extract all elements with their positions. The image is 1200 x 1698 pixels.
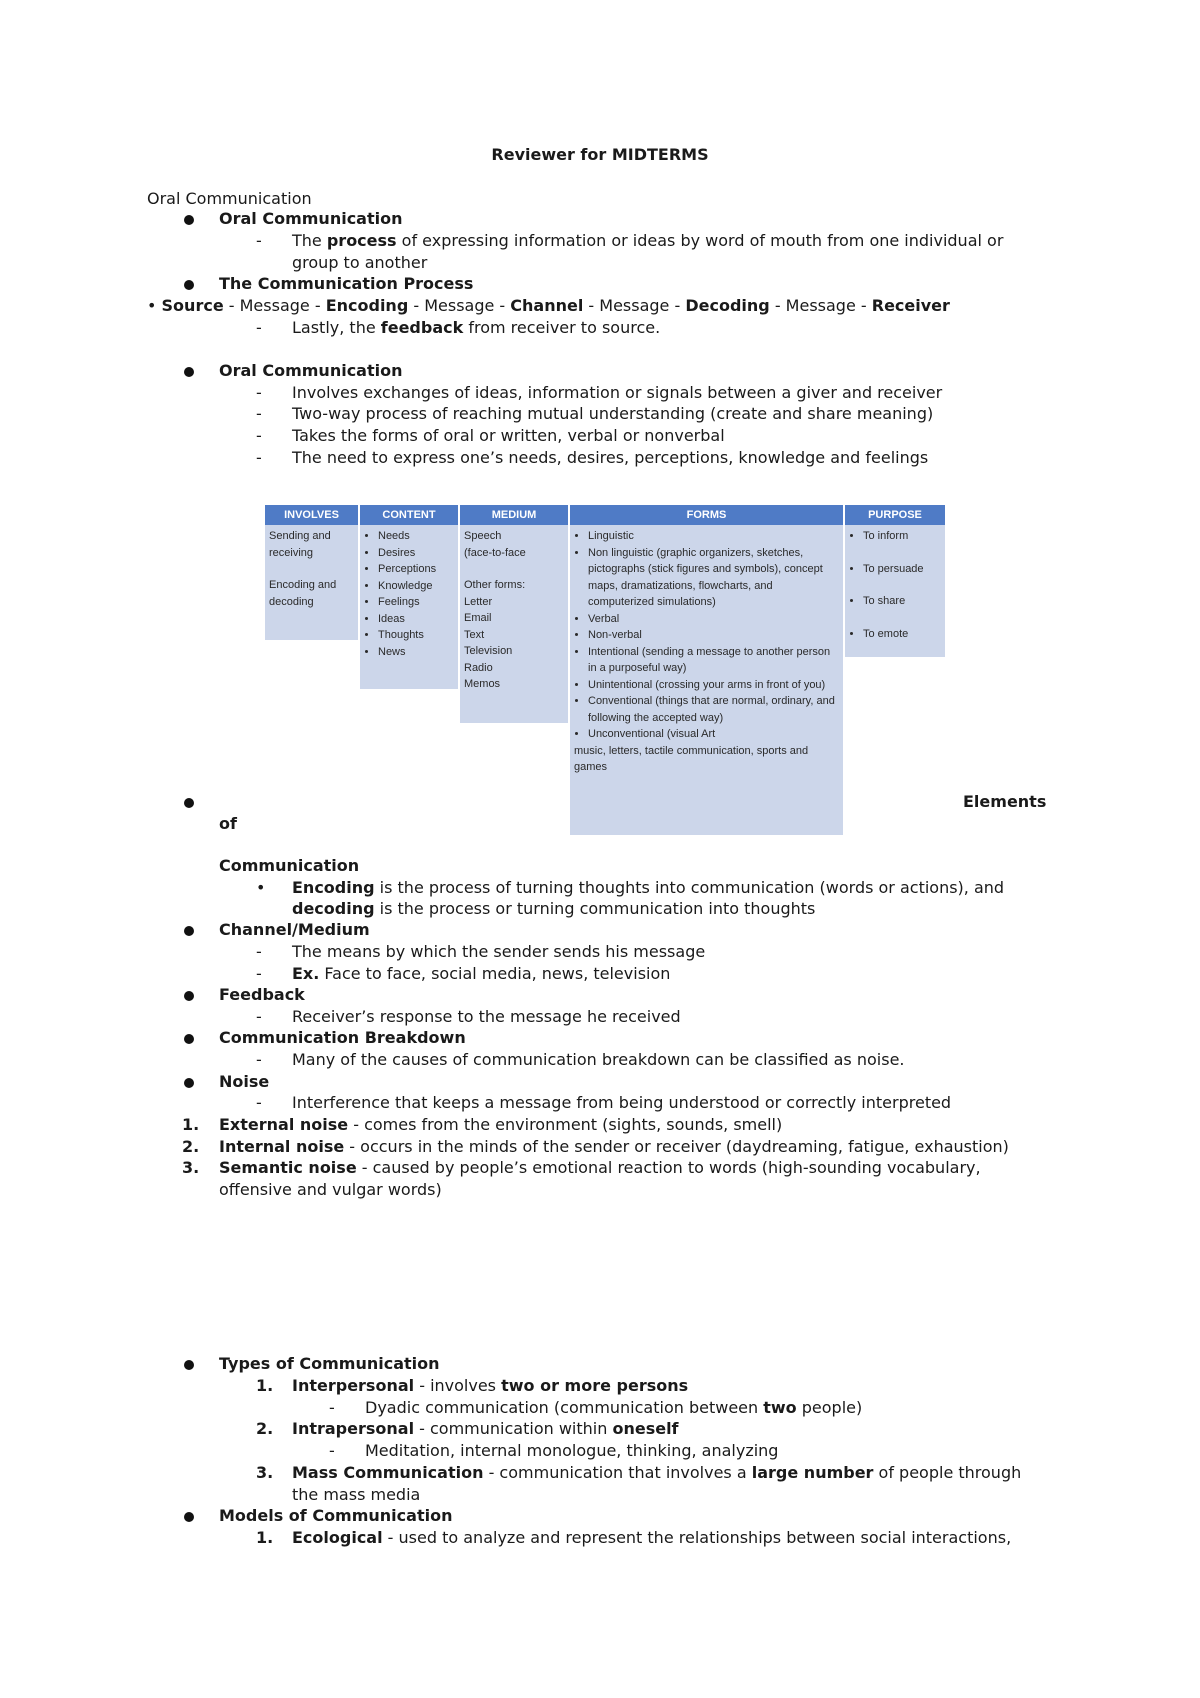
oral-communication-heading-2: Oral Communication [219,361,403,380]
noise-item-internal: Internal noise - occurs in the minds of the sender or receiver (daydreaming, fatigue, exhaustion) [219,1137,1009,1156]
list-number: 3. [256,1463,274,1482]
dash-marker: - [256,318,262,337]
bullet-icon [184,1360,194,1370]
oral-communication-definition-line2: group to another [292,253,428,272]
communication-word: Communication [219,856,360,875]
dash-marker: - [256,1050,262,1069]
dash-marker: - [256,383,262,402]
oral-communication-definition: The process of expressing information or ideas by word of mouth from one individual or [292,231,1004,250]
medium-cell: Speech (face-to-face Other forms: Letter Email Text Television Radio Memos [460,525,570,723]
bullet-icon [184,1512,194,1522]
type-intrapersonal: Intrapersonal - communication within oneself [292,1419,679,1438]
table-header: FORMS [570,505,845,525]
noise-item-semantic: Semantic noise - caused by people’s emotional reaction to words (high-sounding vocabulary, [219,1158,981,1177]
oral-communication-heading: Oral Communication [219,209,403,228]
dash-marker: - [256,1007,262,1026]
list-item: Involves exchanges of ideas, information or signals between a giver and receiver [292,383,943,402]
type-interpersonal-sub: Dyadic communication (communication between two people) [365,1398,863,1417]
purpose-cell: • To inform • To persuade • To share • To emote [845,525,945,657]
bullet-icon [184,926,194,936]
channel-definition: The means by which the sender sends his message [292,942,706,961]
list-item: The need to express one’s needs, desires, perceptions, knowledge and feelings [292,448,929,467]
list-number: 2. [182,1137,200,1156]
communication-process-chain: • Source - Message - Encoding - Message - Channel - Message - Decoding - Message - Receiver [147,296,950,315]
table-header: MEDIUM [460,505,570,525]
bullet-icon [184,1034,194,1044]
dash-marker: - [256,448,262,467]
noise-definition: Interference that keeps a message from being understood or correctly interpreted [292,1093,952,1112]
dash-marker: - [329,1441,335,1460]
type-mass-communication: Mass Communication - communication that involves a large number of people through [292,1463,1022,1482]
list-item: Two-way process of reaching mutual understanding (create and share meaning) [292,404,934,423]
dash-marker: - [329,1398,335,1417]
list-number: 3. [182,1158,200,1177]
noise-heading: Noise [219,1072,270,1091]
dash-marker: - [256,964,262,983]
type-mass-communication-line2: the mass media [292,1485,421,1504]
communication-components-table [265,505,945,835]
type-interpersonal: Interpersonal - involves two or more persons [292,1376,689,1395]
breakdown-heading: Communication Breakdown [219,1028,466,1047]
section-label: Oral Communication [147,189,312,208]
feedback-definition: Receiver’s response to the message he received [292,1007,681,1026]
bullet-dash-marker: • [256,878,266,897]
list-number: 1. [256,1376,274,1395]
of-word: of [219,814,237,833]
decoding-definition: decoding is the process or turning communication into thoughts [292,899,816,918]
bullet-icon [184,215,194,225]
type-intrapersonal-sub: Meditation, internal monologue, thinking, analyzing [365,1441,779,1460]
table-header: INVOLVES [265,505,360,525]
breakdown-definition: Many of the causes of communication breakdown can be classified as noise. [292,1050,905,1069]
noise-item-external: External noise - comes from the environment (sights, sounds, smell) [219,1115,783,1134]
dash-marker: - [256,1093,262,1112]
dash-marker: - [256,942,262,961]
types-heading: Types of Communication [219,1354,440,1373]
forms-cell: • Linguistic • Non linguistic (graphic organizers, sketches, pictographs (stick figures and symbols), concept maps, dramatizations, flowcharts, and computerized simulations) • Verbal • Non-verbal • Intentional (sending a message to another person in a purposeful way) • Unintentional (crossing your arms in front of you) • Conventional (things that are normal, ordinary, and following the accepted way) • Unconventional (visual Art music, letters, tactile communication, sports and games [570,525,845,835]
feedback-note: Lastly, the feedback from receiver to source. [292,318,661,337]
content-cell: • Needs • Desires • Perceptions • Knowledge • Feelings • Ideas • Thoughts • News [360,525,460,689]
bullet-icon [184,798,194,808]
dash-marker: - [256,404,262,423]
list-number: 1. [256,1528,274,1547]
model-ecological: Ecological - used to analyze and represent the relationships between social interactions, [292,1528,1012,1547]
dash-marker: - [256,231,262,250]
bullet-icon [184,1078,194,1088]
table-header: PURPOSE [845,505,945,525]
encoding-definition: Encoding is the process of turning thoughts into communication (words or actions), and [292,878,1005,897]
noise-item-semantic-line2: offensive and vulgar words) [219,1180,442,1199]
elements-word: Elements [963,792,1047,811]
communication-process-heading: The Communication Process [219,274,474,293]
dash-marker: - [256,426,262,445]
feedback-heading: Feedback [219,985,305,1004]
list-number: 1. [182,1115,200,1134]
bullet-icon [184,367,194,377]
channel-heading: Channel/Medium [219,920,370,939]
involves-cell: Sending and receiving Encoding and decoding [265,525,360,640]
bullet-icon [184,280,194,290]
models-heading: Models of Communication [219,1506,453,1525]
list-item: Takes the forms of oral or written, verbal or nonverbal [292,426,725,445]
list-number: 2. [256,1419,274,1438]
table-header: CONTENT [360,505,460,525]
page-title: Reviewer for MIDTERMS [491,145,709,164]
channel-example: Ex. Face to face, social media, news, television [292,964,671,983]
bullet-icon [184,991,194,1001]
